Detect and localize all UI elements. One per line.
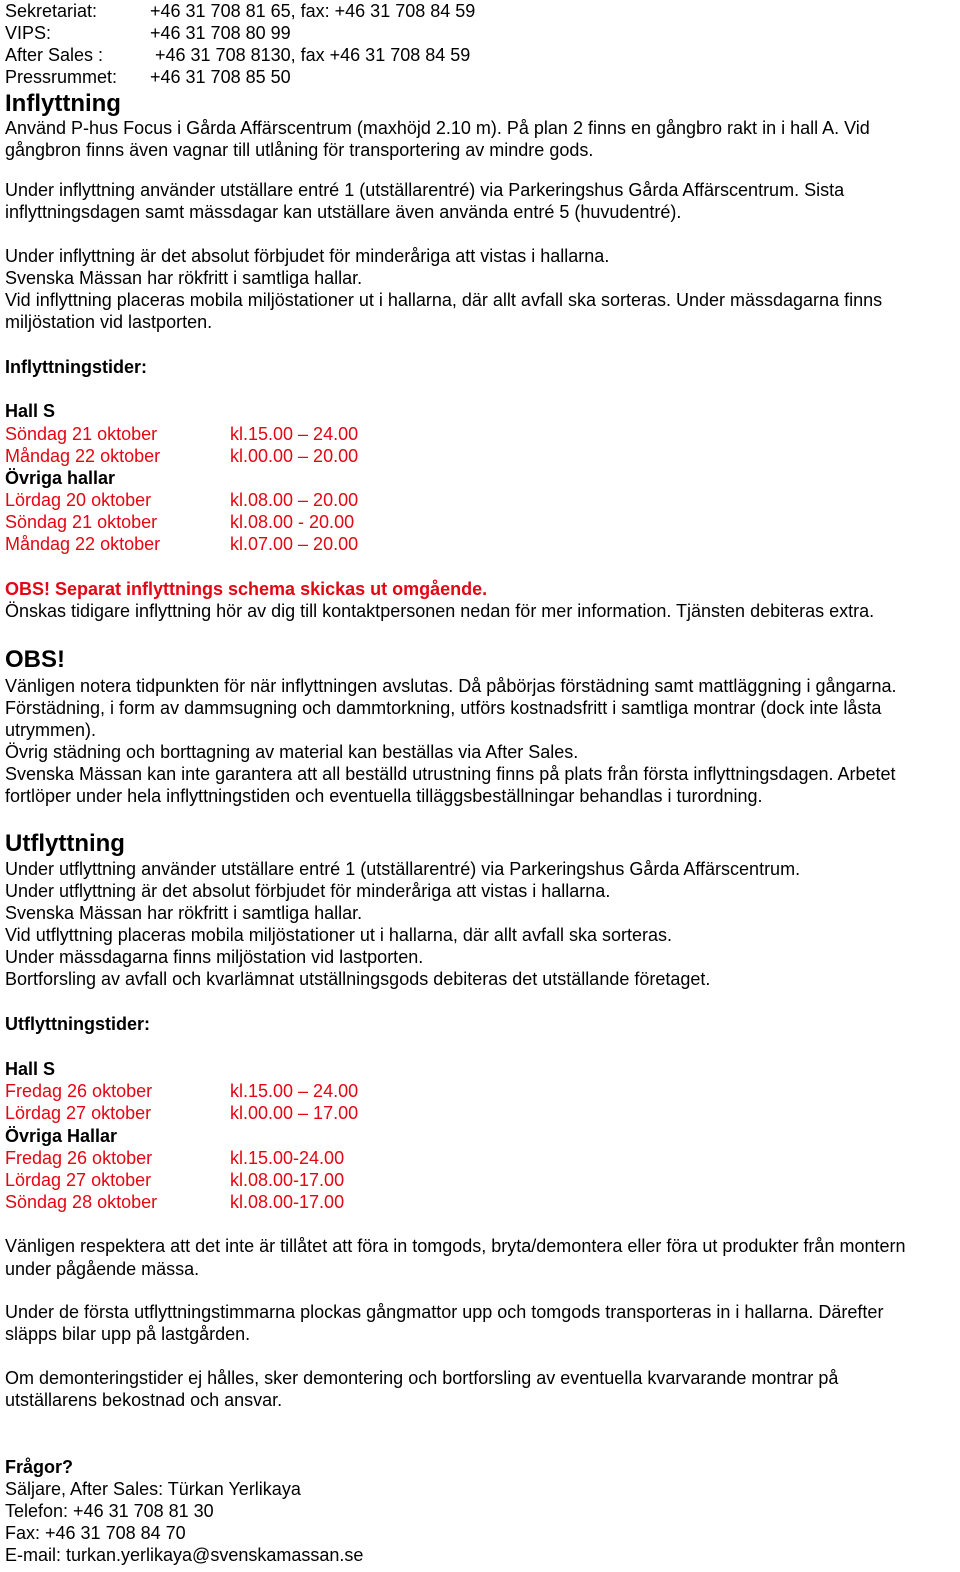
paragraph-line: Vänligen respektera att det inte är tillåtet att föra in tomgods, bryta/demontera eller föra ut produkter från montern (5, 1236, 906, 1256)
paragraph-line: miljöstation vid lastporten. (5, 312, 213, 332)
paragraph-line: fortlöper under hela inflyttningstiden och eventuella tilläggsbeställningar behandlas i turordning. (5, 786, 763, 806)
paragraph-line: Under utflyttning använder utställare entré 1 (utställarentré) via Parkeringshus Gårda Affärscentrum. (5, 859, 801, 879)
paragraph-line: Önskas tidigare inflyttning hör av dig till kontaktpersonen nedan för mer information. Tjänsten debiteras extra. (5, 601, 875, 621)
obs-notice: OBS! Separat inflyttnings schema skickas ut omgående. (5, 579, 488, 599)
contact-value: +46 31 708 85 50 (150, 67, 291, 87)
paragraph-line: Under inflyttning är det absolut förbjudet för minderåriga att vistas i hallarna. (5, 246, 610, 266)
hall-s-heading: Hall S (5, 1059, 56, 1079)
email-line: E-mail: turkan.yerlikaya@svenskamassan.se (5, 1545, 364, 1565)
paragraph-line: släpps bilar upp på lastgården. (5, 1324, 251, 1344)
paragraph-line: utställarens bekostnad och ansvar. (5, 1390, 283, 1410)
schedule-time: kl.07.00 – 20.00 (230, 534, 359, 554)
contact-label: After Sales : (5, 45, 104, 65)
paragraph-line: gångbron finns även vagnar till utlåning för transportering av mindre gods. (5, 140, 594, 160)
paragraph-line: Under mässdagarna finns miljöstation vid lastporten. (5, 947, 424, 967)
schedule-day: Lördag 20 oktober (5, 490, 152, 510)
paragraph-line: Vid inflyttning placeras mobila miljöstationer ut i hallarna, där allt avfall ska sorteras. Under mässdagarna finns (5, 290, 883, 310)
contact-line: Fax: +46 31 708 84 70 (5, 1523, 186, 1543)
contact-row (5, 44, 470, 66)
contact-value: +46 31 708 8130, fax +46 31 708 84 59 (150, 45, 471, 65)
utflyttning-heading: Utflyttning (5, 830, 125, 857)
paragraph-line: Svenska Mässan har rökfritt i samtliga hallar. (5, 268, 363, 288)
contact-row (5, 22, 291, 44)
schedule-time: kl.08.00-17.00 (230, 1170, 345, 1190)
schedule-day: Söndag 28 oktober (5, 1192, 158, 1212)
contact-value: +46 31 708 80 99 (150, 23, 291, 43)
hall-s-heading: Hall S (5, 401, 56, 421)
utflyttningstider-heading: Utflyttningstider: (5, 1014, 150, 1034)
paragraph-line: Bortforsling av avfall och kvarlämnat utställningsgods debiteras det utställande företaget. (5, 969, 711, 989)
contact-row (5, 66, 291, 88)
paragraph-line: Vid utflyttning placeras mobila miljöstationer ut i hallarna, där allt avfall ska sorteras. (5, 925, 672, 945)
schedule-day: Lördag 27 oktober (5, 1103, 152, 1123)
paragraph-line: Förstädning, i form av dammsugning och dammtorkning, utförs kostnadsfritt i samtliga montrar (dock inte låsta (5, 698, 882, 718)
paragraph-line: Under utflyttning är det absolut förbjudet för minderåriga att vistas i hallarna. (5, 881, 611, 901)
other-halls-heading: Övriga Hallar (5, 1126, 118, 1146)
contact-label: Pressrummet: (5, 67, 118, 87)
schedule-time: kl.00.00 – 20.00 (230, 446, 359, 466)
schedule-time: kl.08.00 – 20.00 (230, 490, 359, 510)
schedule-day: Söndag 21 oktober (5, 512, 158, 532)
paragraph-line: Svenska Mässan kan inte garantera att all beställd utrustning finns på plats från första inflyttningsdagen. Arbetet (5, 764, 896, 784)
contact-line: Telefon: +46 31 708 81 30 (5, 1501, 214, 1521)
contact-line: Säljare, After Sales: Türkan Yerlikaya (5, 1479, 301, 1499)
schedule-day: Söndag 21 oktober (5, 424, 158, 444)
contact-row (5, 0, 475, 22)
contact-label: Sekretariat: (5, 1, 98, 21)
paragraph-line: Svenska Mässan har rökfritt i samtliga hallar. (5, 903, 363, 923)
schedule-day: Måndag 22 oktober (5, 534, 161, 554)
schedule-time: kl.00.00 – 17.00 (230, 1103, 359, 1123)
other-halls-heading: Övriga hallar (5, 468, 116, 488)
questions-heading: Frågor? (5, 1457, 74, 1477)
schedule-day: Måndag 22 oktober (5, 446, 161, 466)
contact-value: +46 31 708 81 65, fax: +46 31 708 84 59 (150, 1, 476, 21)
paragraph-line: utrymmen). (5, 720, 97, 740)
contact-label: VIPS: (5, 23, 52, 43)
schedule-time: kl.08.00-17.00 (230, 1192, 345, 1212)
schedule-time: kl.08.00 - 20.00 (230, 512, 355, 532)
inflyttningstider-heading: Inflyttningstider: (5, 357, 147, 377)
paragraph-line: Under inflyttning använder utställare entré 1 (utställarentré) via Parkeringshus Gårda Affärscentrum. Sista (5, 180, 845, 200)
paragraph-line: Vänligen notera tidpunkten för när inflyttningen avslutas. Då påbörjas förstädning samt mattläggning i gångarna. (5, 676, 897, 696)
schedule-day: Lördag 27 oktober (5, 1170, 152, 1190)
paragraph-line: inflyttningsdagen samt mässdagar kan utställare även använda entré 5 (huvudentré). (5, 202, 682, 222)
paragraph-line: under pågående mässa. (5, 1259, 200, 1279)
schedule-time: kl.15.00 – 24.00 (230, 424, 359, 444)
inflyttning-heading: Inflyttning (5, 90, 121, 117)
obs-heading: OBS! (5, 646, 65, 673)
paragraph-line: Under de första utflyttningstimmarna plockas gångmattor upp och tomgods transporteras in i hallarna. Därefter (5, 1302, 884, 1322)
paragraph-line: Använd P-hus Focus i Gårda Affärscentrum (maxhöjd 2.10 m). På plan 2 finns en gångbro rakt in i hall A. Vid (5, 118, 870, 138)
schedule-time: kl.15.00 – 24.00 (230, 1081, 359, 1101)
paragraph-line: Om demonteringstider ej hålles, sker demontering och bortforsling av eventuella kvarvarande montrar på (5, 1368, 839, 1388)
schedule-time: kl.15.00-24.00 (230, 1148, 345, 1168)
paragraph-line: Övrig städning och borttagning av material kan beställas via After Sales. (5, 742, 579, 762)
schedule-day: Fredag 26 oktober (5, 1081, 153, 1101)
schedule-day: Fredag 26 oktober (5, 1148, 153, 1168)
